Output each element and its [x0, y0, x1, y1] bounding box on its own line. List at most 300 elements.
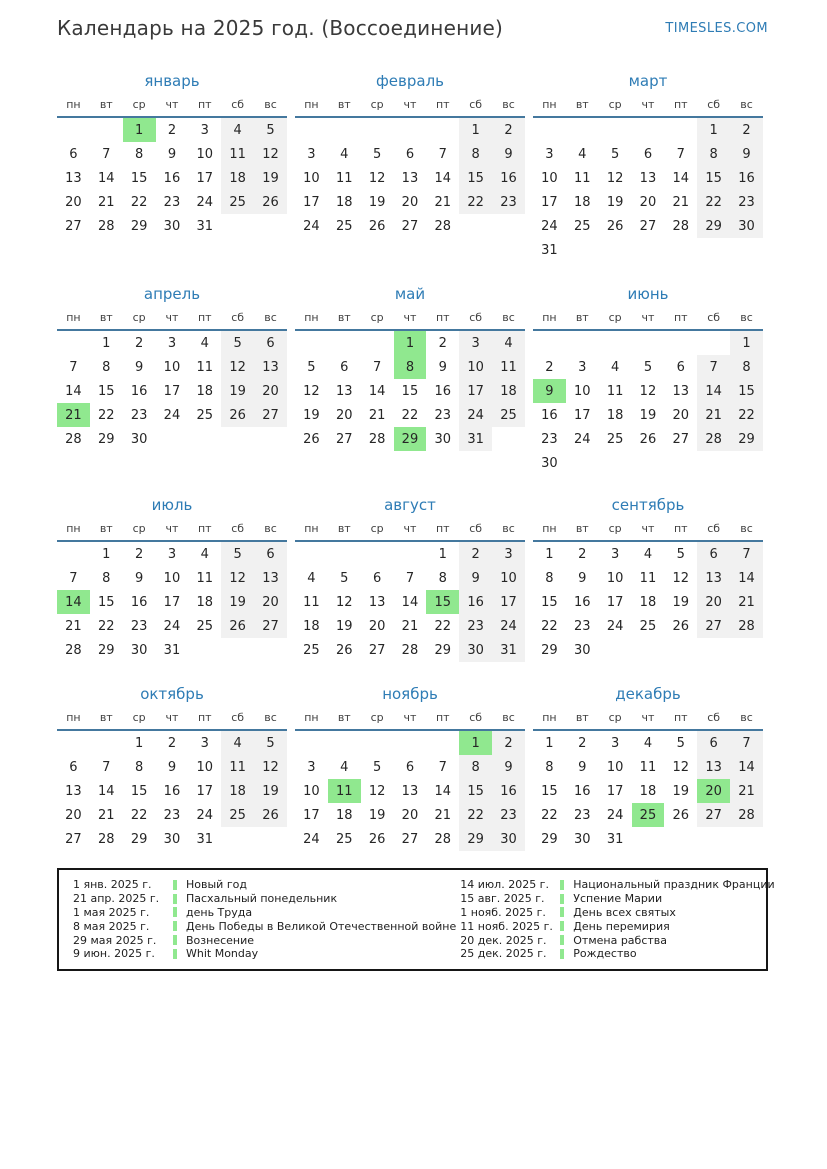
day-cell: 7	[102, 759, 111, 775]
day-cell: 12	[368, 783, 386, 799]
day-cell: 10	[606, 570, 624, 586]
legend-date: 8 мая 2025 г.	[73, 919, 150, 933]
legend-row	[460, 892, 774, 906]
empty-cell	[188, 427, 221, 451]
empty-cell	[361, 117, 394, 142]
day-cell: 5	[372, 759, 382, 775]
empty-cell	[221, 827, 254, 851]
weekday-header: пт	[188, 95, 221, 117]
day-cell: 29	[541, 831, 558, 847]
day-cell: 5	[307, 359, 316, 375]
day-cell: 23	[541, 431, 558, 447]
day-cell: 30	[541, 455, 558, 471]
weekend-day-cell: 22	[730, 403, 763, 427]
empty-cell	[632, 238, 665, 262]
month-title: февраль	[375, 72, 445, 90]
weekday-header: сб	[459, 708, 492, 730]
day-cell: 28	[434, 218, 452, 234]
weekend-day-cell: 18	[492, 379, 525, 403]
day-cell: 21	[65, 618, 82, 634]
day-cell: 17	[196, 170, 214, 186]
calendar-grid	[57, 72, 763, 871]
weekend-day-cell: 15	[459, 779, 492, 803]
day-cell: 18	[639, 594, 657, 610]
weekend-day-cell: 26	[254, 190, 287, 214]
weekend-day-cell: 28	[730, 614, 763, 638]
day-cell: 21	[97, 194, 115, 210]
day-cell: 11	[196, 570, 214, 586]
weekend-day-cell: 2	[459, 541, 492, 566]
holiday-legend	[57, 868, 775, 971]
weekend-day-cell: 18	[221, 779, 254, 803]
empty-cell	[156, 427, 189, 451]
weekend-day-cell: 25	[221, 803, 254, 827]
weekend-day-cell: 26	[254, 803, 287, 827]
empty-cell	[426, 117, 459, 142]
weekend-day-cell: 15	[697, 166, 730, 190]
weekend-day-cell: 13	[697, 755, 730, 779]
weekday-header: вт	[566, 95, 599, 117]
day-cell: 27	[368, 642, 386, 658]
holiday-day-cell: 1	[459, 730, 492, 755]
day-cell: 1	[134, 735, 144, 751]
day-cell: 4	[200, 546, 209, 562]
day-cell: 27	[335, 431, 353, 447]
day-cell: 26	[606, 218, 624, 234]
empty-cell	[697, 827, 730, 851]
day-cell: 20	[672, 407, 690, 423]
day-cell: 18	[639, 783, 657, 799]
weekend-day-cell: 3	[492, 541, 525, 566]
weekday-header: вс	[492, 308, 525, 330]
weekend-day-cell: 5	[254, 117, 287, 142]
day-cell: 28	[97, 218, 115, 234]
weekday-header: ср	[123, 708, 156, 730]
day-cell: 29	[130, 218, 148, 234]
weekend-day-cell: 24	[492, 614, 525, 638]
day-cell: 30	[130, 431, 148, 447]
day-cell: 30	[163, 218, 181, 234]
weekday-header: чт	[632, 708, 665, 730]
empty-cell	[566, 238, 599, 262]
holiday-marker-icon	[560, 935, 564, 945]
day-cell: 3	[578, 359, 587, 375]
legend-column	[460, 878, 774, 961]
weekend-day-cell: 29	[697, 214, 730, 238]
weekend-day-cell: 30	[730, 214, 763, 238]
day-cell: 6	[69, 146, 78, 162]
legend-date: 21 апр. 2025 г.	[73, 892, 160, 906]
day-cell: 8	[134, 759, 144, 775]
weekend-day-cell: 15	[459, 166, 492, 190]
legend-holiday-name: Успение Марии	[573, 892, 663, 906]
empty-cell	[599, 117, 632, 142]
month-block-5	[295, 285, 525, 496]
day-cell: 15	[97, 594, 115, 610]
empty-cell	[361, 541, 394, 566]
day-cell: 14	[434, 170, 452, 186]
weekend-day-cell: 18	[221, 166, 254, 190]
day-cell: 1	[545, 546, 554, 562]
weekend-day-cell: 24	[459, 403, 492, 427]
weekday-header: вс	[730, 308, 763, 330]
weekend-day-cell: 28	[697, 427, 730, 451]
day-cell: 16	[130, 383, 148, 399]
weekday-header: вт	[90, 708, 123, 730]
day-cell: 27	[401, 831, 419, 847]
weekend-day-cell: 14	[730, 566, 763, 590]
day-cell: 28	[401, 642, 419, 658]
day-cell: 14	[672, 170, 690, 186]
day-cell: 16	[573, 594, 591, 610]
weekday-header: чт	[156, 95, 189, 117]
month-table	[295, 519, 525, 662]
legend-row	[460, 878, 774, 892]
weekday-header: чт	[632, 95, 665, 117]
weekday-header: пн	[533, 308, 566, 330]
month-table	[295, 708, 525, 851]
weekend-day-cell: 9	[459, 566, 492, 590]
weekday-header: сб	[221, 519, 254, 541]
legend-date: 1 нояб. 2025 г.	[460, 905, 546, 919]
weekend-day-cell: 22	[697, 190, 730, 214]
weekday-header: вт	[90, 519, 123, 541]
empty-cell	[632, 827, 665, 851]
weekday-header: пт	[664, 708, 697, 730]
day-cell: 19	[368, 807, 386, 823]
empty-cell	[394, 117, 427, 142]
legend-row	[460, 933, 774, 947]
holiday-marker-icon	[173, 894, 177, 904]
empty-cell	[221, 638, 254, 662]
empty-cell	[459, 214, 492, 238]
weekday-header: пн	[533, 95, 566, 117]
day-cell: 31	[541, 242, 558, 258]
page-title: Календарь на 2025 год. (Воссоединение)	[57, 16, 504, 40]
weekday-header: пт	[426, 308, 459, 330]
day-cell: 31	[163, 642, 181, 658]
weekday-header: вс	[254, 519, 287, 541]
weekend-day-cell: 12	[254, 142, 287, 166]
weekend-day-cell: 12	[221, 355, 254, 379]
legend-row	[460, 947, 774, 961]
weekday-header: сб	[697, 308, 730, 330]
day-cell: 24	[573, 431, 591, 447]
holiday-day-cell: 15	[426, 590, 459, 614]
empty-cell	[328, 730, 361, 755]
weekday-header: пн	[533, 708, 566, 730]
empty-cell	[492, 214, 525, 238]
empty-cell	[697, 330, 730, 355]
weekend-day-cell: 30	[459, 638, 492, 662]
weekday-header: сб	[221, 95, 254, 117]
day-cell: 3	[610, 735, 620, 751]
legend-date: 14 июл. 2025 г.	[460, 878, 549, 892]
weekday-header: вт	[328, 308, 361, 330]
day-cell: 15	[130, 783, 148, 799]
day-cell: 5	[372, 146, 382, 162]
day-cell: 12	[672, 570, 690, 586]
day-cell: 20	[639, 194, 657, 210]
weekday-header: пт	[426, 95, 459, 117]
day-cell: 28	[97, 831, 115, 847]
day-cell: 12	[335, 594, 353, 610]
empty-cell	[254, 638, 287, 662]
day-cell: 16	[541, 407, 558, 423]
weekday-header: вс	[492, 95, 525, 117]
empty-cell	[730, 827, 763, 851]
day-cell: 25	[196, 618, 214, 634]
weekend-day-cell: 31	[492, 638, 525, 662]
day-cell: 13	[639, 170, 657, 186]
day-cell: 15	[541, 594, 558, 610]
day-cell: 5	[643, 359, 653, 375]
legend-date: 1 янв. 2025 г.	[73, 878, 152, 892]
month-table	[295, 95, 525, 238]
empty-cell	[566, 330, 599, 355]
day-cell: 8	[545, 759, 554, 775]
holiday-day-cell: 29	[394, 427, 427, 451]
weekend-day-cell: 5	[221, 541, 254, 566]
day-cell: 21	[434, 807, 452, 823]
weekend-day-cell: 5	[254, 730, 287, 755]
day-cell: 11	[196, 359, 214, 375]
month-title: январь	[144, 72, 200, 90]
day-cell: 16	[163, 783, 181, 799]
legend-row	[73, 919, 456, 933]
day-cell: 29	[434, 642, 452, 658]
day-cell: 30	[573, 642, 591, 658]
day-cell: 13	[65, 783, 82, 799]
day-cell: 6	[405, 759, 415, 775]
day-cell: 19	[606, 194, 624, 210]
legend-holiday-name: Национальный праздник Франции	[573, 878, 775, 892]
day-cell: 7	[438, 146, 447, 162]
weekday-header: ср	[599, 519, 632, 541]
weekend-day-cell: 15	[730, 379, 763, 403]
day-cell: 16	[130, 594, 148, 610]
day-cell: 2	[545, 359, 554, 375]
day-cell: 7	[372, 359, 382, 375]
empty-cell	[295, 117, 328, 142]
empty-cell	[632, 330, 665, 355]
weekday-header: сб	[221, 708, 254, 730]
weekday-header: ср	[599, 95, 632, 117]
day-cell: 10	[163, 359, 181, 375]
month-title: июль	[151, 496, 193, 514]
weekend-day-cell: 20	[697, 590, 730, 614]
weekend-day-cell: 8	[730, 355, 763, 379]
day-cell: 7	[676, 146, 685, 162]
day-cell: 17	[606, 783, 624, 799]
day-cell: 22	[541, 807, 558, 823]
day-cell: 16	[163, 170, 181, 186]
day-cell: 25	[335, 831, 353, 847]
weekend-day-cell: 19	[221, 590, 254, 614]
month-block-12	[533, 685, 763, 871]
empty-cell	[426, 730, 459, 755]
day-cell: 16	[434, 383, 452, 399]
month-title: октябрь	[140, 685, 204, 703]
day-cell: 3	[167, 546, 177, 562]
weekend-day-cell: 23	[492, 803, 525, 827]
weekend-day-cell: 16	[459, 590, 492, 614]
month-title: сентябрь	[611, 496, 685, 514]
weekend-day-cell: 20	[254, 379, 287, 403]
weekend-day-cell: 6	[697, 730, 730, 755]
weekend-day-cell: 10	[492, 566, 525, 590]
day-cell: 5	[676, 546, 685, 562]
weekend-day-cell: 31	[459, 427, 492, 451]
empty-cell	[90, 117, 123, 142]
weekday-header: вс	[730, 95, 763, 117]
day-cell: 10	[606, 759, 624, 775]
day-cell: 17	[163, 383, 181, 399]
weekend-day-cell: 23	[492, 190, 525, 214]
day-cell: 17	[606, 594, 624, 610]
empty-cell	[664, 827, 697, 851]
legend-date: 11 нояб. 2025 г.	[460, 919, 553, 933]
weekend-day-cell: 30	[492, 827, 525, 851]
weekend-day-cell: 19	[254, 166, 287, 190]
day-cell: 23	[573, 807, 591, 823]
weekend-day-cell: 7	[697, 355, 730, 379]
day-cell: 19	[335, 618, 353, 634]
holiday-day-cell: 20	[697, 779, 730, 803]
day-cell: 13	[401, 783, 419, 799]
day-cell: 25	[606, 431, 624, 447]
empty-cell	[664, 238, 697, 262]
weekday-header: пн	[295, 308, 328, 330]
day-cell: 4	[610, 359, 620, 375]
weekday-header: вт	[90, 308, 123, 330]
day-cell: 12	[303, 383, 320, 399]
weekend-day-cell: 16	[730, 166, 763, 190]
empty-cell	[533, 117, 566, 142]
weekend-day-cell: 7	[730, 541, 763, 566]
weekday-header: сб	[221, 308, 254, 330]
empty-cell	[730, 638, 763, 662]
day-cell: 14	[434, 783, 452, 799]
day-cell: 25	[639, 618, 657, 634]
weekend-day-cell: 2	[492, 730, 525, 755]
day-cell: 4	[200, 335, 209, 351]
weekday-header: чт	[394, 95, 427, 117]
day-cell: 28	[65, 642, 82, 658]
empty-cell	[57, 730, 90, 755]
site-link[interactable]: TIMESLES.COM	[665, 21, 768, 36]
day-cell: 22	[97, 618, 115, 634]
weekday-header: сб	[697, 95, 730, 117]
day-cell: 24	[163, 618, 181, 634]
day-cell: 21	[401, 618, 419, 634]
holiday-day-cell: 1	[123, 117, 156, 142]
day-cell: 9	[134, 359, 144, 375]
day-cell: 23	[163, 194, 181, 210]
weekend-day-cell: 8	[459, 755, 492, 779]
empty-cell	[221, 214, 254, 238]
weekend-day-cell: 29	[459, 827, 492, 851]
empty-cell	[599, 330, 632, 355]
legend-holiday-name: День перемирия	[573, 919, 670, 933]
legend-date: 25 дек. 2025 г.	[460, 947, 547, 961]
day-cell: 3	[200, 735, 209, 751]
legend-date: 29 мая 2025 г.	[73, 933, 157, 947]
empty-cell	[90, 730, 123, 755]
day-cell: 26	[335, 642, 353, 658]
day-cell: 31	[196, 831, 214, 847]
weekend-day-cell: 13	[254, 355, 287, 379]
weekday-header: пт	[188, 708, 221, 730]
day-cell: 12	[639, 383, 657, 399]
weekday-header: пт	[664, 95, 697, 117]
day-cell: 1	[102, 335, 111, 351]
day-cell: 3	[167, 335, 177, 351]
month-table	[533, 519, 763, 662]
weekend-day-cell: 27	[254, 403, 287, 427]
weekday-header: ср	[599, 708, 632, 730]
holiday-marker-icon	[560, 921, 564, 931]
day-cell: 25	[303, 642, 320, 658]
day-cell: 28	[672, 218, 690, 234]
empty-cell	[599, 451, 632, 475]
weekend-day-cell: 12	[221, 566, 254, 590]
holiday-day-cell: 25	[632, 803, 665, 827]
day-cell: 17	[196, 783, 214, 799]
empty-cell	[697, 238, 730, 262]
month-title: август	[384, 496, 436, 514]
weekday-header: чт	[156, 308, 189, 330]
month-title: апрель	[143, 285, 201, 303]
weekday-header: сб	[459, 95, 492, 117]
empty-cell	[361, 730, 394, 755]
day-cell: 29	[130, 831, 148, 847]
day-cell: 24	[196, 194, 214, 210]
day-cell: 4	[340, 759, 349, 775]
day-cell: 22	[434, 618, 452, 634]
day-cell: 6	[340, 359, 349, 375]
day-cell: 31	[606, 831, 624, 847]
month-title: май	[394, 285, 426, 303]
legend-holiday-name: День всех святых	[573, 905, 676, 919]
weekday-header: чт	[394, 308, 427, 330]
month-block-10	[57, 685, 287, 871]
day-cell: 9	[134, 570, 144, 586]
weekend-day-cell: 23	[730, 190, 763, 214]
weekday-header: пт	[664, 308, 697, 330]
day-cell: 11	[303, 594, 320, 610]
weekend-day-cell: 6	[254, 541, 287, 566]
weekend-day-cell: 20	[254, 590, 287, 614]
day-cell: 13	[65, 170, 82, 186]
legend-row	[460, 906, 774, 920]
day-cell: 7	[69, 359, 78, 375]
empty-cell	[566, 451, 599, 475]
weekday-header: ср	[123, 95, 156, 117]
weekday-header: вт	[90, 95, 123, 117]
month-title: декабрь	[615, 685, 681, 703]
weekday-header: чт	[394, 708, 427, 730]
day-cell: 14	[97, 783, 115, 799]
legend-column	[73, 878, 456, 961]
weekday-header: сб	[459, 308, 492, 330]
day-cell: 20	[65, 194, 82, 210]
day-cell: 30	[163, 831, 181, 847]
empty-cell	[632, 117, 665, 142]
day-cell: 28	[65, 431, 82, 447]
weekend-day-cell: 4	[221, 730, 254, 755]
weekday-header: пн	[295, 519, 328, 541]
